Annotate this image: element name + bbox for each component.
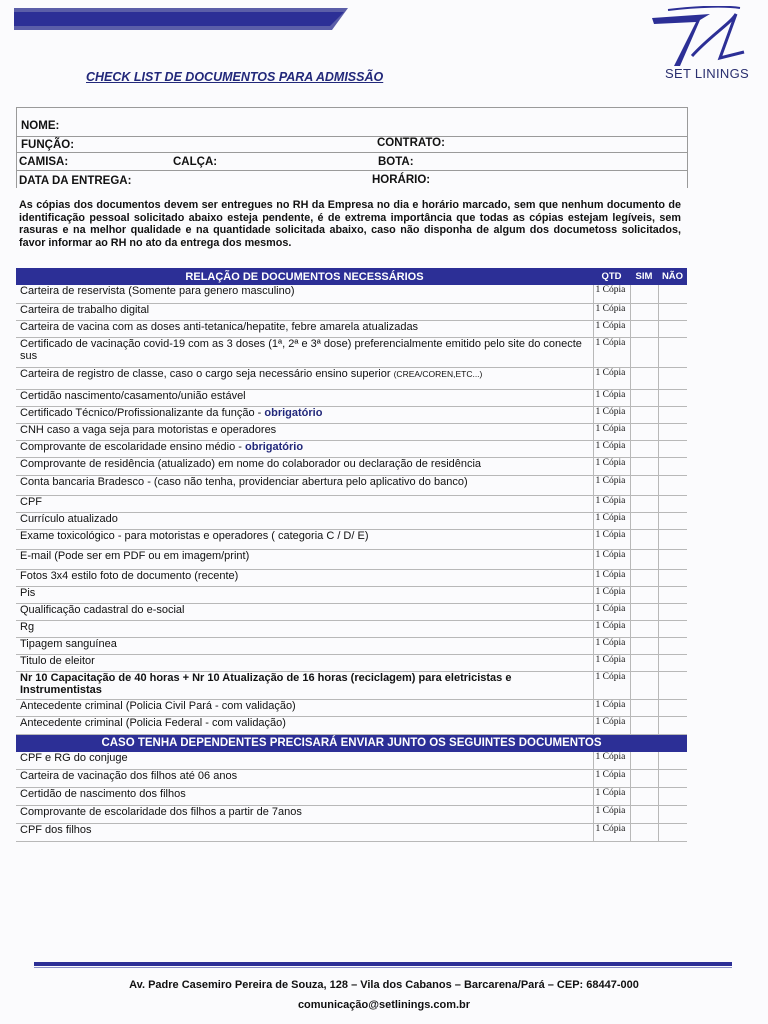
dependent-item-qty: 1 Cópia <box>593 752 630 770</box>
item-note: (CREA/COREN,ETC...) <box>393 368 483 379</box>
horario-label: HORÁRIO: <box>372 174 431 186</box>
dependent-row <box>16 752 687 770</box>
document-check-sim[interactable] <box>630 285 658 303</box>
document-row <box>16 440 687 457</box>
document-row <box>16 475 687 495</box>
document-item-qty: 1 Cópia <box>593 569 630 586</box>
document-item-label <box>16 512 593 529</box>
document-item-label <box>16 654 593 671</box>
document-check-nao[interactable] <box>658 671 687 699</box>
document-row <box>16 512 687 529</box>
required-badge: obrigatório <box>245 440 304 453</box>
document-check-nao[interactable] <box>658 320 687 337</box>
document-check-nao[interactable] <box>658 603 687 620</box>
document-check-sim[interactable] <box>630 337 658 367</box>
document-item-qty: 1 Cópia <box>593 389 630 406</box>
document-item-text: Fotos 3x4 estilo foto de documento (recente) <box>20 569 239 582</box>
required-badge: obrigatório <box>264 406 323 419</box>
dependent-item-text: CPF dos filhos <box>20 824 92 836</box>
funcao-label: FUNÇÃO: <box>21 139 75 151</box>
dependent-check-sim[interactable] <box>630 824 658 842</box>
document-item-label <box>16 671 593 699</box>
document-check-sim[interactable] <box>630 495 658 512</box>
document-check-sim[interactable] <box>630 699 658 716</box>
document-check-sim[interactable] <box>630 671 658 699</box>
document-row <box>16 603 687 620</box>
camisa-label: CAMISA: <box>19 156 69 168</box>
document-item-text: Titulo de eleitor <box>20 654 95 667</box>
document-item-text: Tipagem sanguínea <box>20 637 117 650</box>
documents-table <box>16 268 687 842</box>
document-check-nao[interactable] <box>658 406 687 423</box>
dependent-check-nao[interactable] <box>658 788 687 806</box>
document-item-label <box>16 337 593 367</box>
document-item-label <box>16 699 593 716</box>
document-item-qty: 1 Cópia <box>593 529 630 549</box>
document-item-label <box>16 569 593 586</box>
document-item-qty: 1 Cópia <box>593 337 630 367</box>
document-item-label <box>16 440 593 457</box>
document-item-text: CNH caso a vaga seja para motoristas e operadores <box>20 423 277 436</box>
document-check-nao[interactable] <box>658 512 687 529</box>
footer-address: Av. Padre Casemiro Pereira de Souza, 128 – Vila dos Cabanos – Barcarena/Pará – CEP: 68447-000 <box>129 979 639 991</box>
document-row <box>16 389 687 406</box>
document-check-sim[interactable] <box>630 620 658 637</box>
document-row <box>16 549 687 569</box>
document-check-sim[interactable] <box>630 512 658 529</box>
dependent-check-nao[interactable] <box>658 824 687 842</box>
document-check-sim[interactable] <box>630 406 658 423</box>
document-check-sim[interactable] <box>630 389 658 406</box>
dependents-header-row <box>16 734 687 752</box>
contrato-label: CONTRATO: <box>377 137 445 149</box>
document-item-text: Carteira de registro de classe, caso o cargo seja necessário ensino superior <box>20 367 391 380</box>
document-check-sim[interactable] <box>630 716 658 734</box>
footer-line <box>34 962 732 966</box>
document-row <box>16 671 687 699</box>
document-item-qty: 1 Cópia <box>593 303 630 320</box>
document-check-nao[interactable] <box>658 637 687 654</box>
dependents-header: CASO TENHA DEPENDENTES PRECISARÁ ENVIAR JUNTO OS SEGUINTES DOCUMENTOS <box>16 734 687 752</box>
document-row <box>16 586 687 603</box>
dependent-row <box>16 824 687 842</box>
document-check-nao[interactable] <box>658 716 687 734</box>
dependent-item-text: Comprovante de escolaridade dos filhos a partir de 7anos <box>20 806 302 818</box>
document-item-text: Certificado Técnico/Profissionalizante da função - <box>20 406 262 419</box>
dependent-item-text: Certidão de nascimento dos filhos <box>20 788 186 800</box>
document-check-sim[interactable] <box>630 423 658 440</box>
document-item-qty: 1 Cópia <box>593 549 630 569</box>
document-check-nao[interactable] <box>658 423 687 440</box>
document-row <box>16 406 687 423</box>
document-check-nao[interactable] <box>658 440 687 457</box>
document-row <box>16 620 687 637</box>
document-item-qty: 1 Cópia <box>593 637 630 654</box>
document-item-qty: 1 Cópia <box>593 495 630 512</box>
instructions-text: As cópias dos documentos devem ser entregues no RH da Empresa no dia e horário marcado, sem que nenhum documento de identificação pessoal solicitado abaixo esteja pendente, é de extrema importância que todas as cópias estejam legíveis, sem rasuras e na melhor qualidade e na quantidade solicitada abaixo, caso não disponha de algum dos documetoss solicitados, favor informar ao RH no ato da entrega dos mesmos. <box>19 199 681 249</box>
document-item-label <box>16 586 593 603</box>
document-item-qty: 1 Cópia <box>593 475 630 495</box>
document-item-qty: 1 Cópia <box>593 457 630 475</box>
dependent-item-text: Carteira de vacinação dos filhos até 06 anos <box>20 770 238 782</box>
nome-label: NOME: <box>21 120 60 132</box>
document-item-qty: 1 Cópia <box>593 699 630 716</box>
dependent-item-qty: 1 Cópia <box>593 770 630 788</box>
document-item-qty: 1 Cópia <box>593 671 630 699</box>
document-item-label <box>16 423 593 440</box>
document-item-qty: 1 Cópia <box>593 586 630 603</box>
document-check-sim[interactable] <box>630 637 658 654</box>
dependent-item-label <box>16 752 593 770</box>
document-item-label <box>16 637 593 654</box>
document-check-nao[interactable] <box>658 699 687 716</box>
dependent-item-label <box>16 824 593 842</box>
document-check-nao[interactable] <box>658 569 687 586</box>
dependent-item-text: CPF e RG do conjuge <box>20 751 128 764</box>
document-row <box>16 303 687 320</box>
document-item-label <box>16 320 593 337</box>
dependent-item-qty: 1 Cópia <box>593 824 630 842</box>
document-row <box>16 529 687 549</box>
document-item-label <box>16 716 593 734</box>
document-item-label <box>16 367 593 389</box>
document-item-qty: 1 Cópia <box>593 716 630 734</box>
document-check-sim[interactable] <box>630 569 658 586</box>
document-check-nao[interactable] <box>658 475 687 495</box>
col-qtd-header: QTD <box>601 271 622 282</box>
document-check-nao[interactable] <box>658 285 687 303</box>
document-check-nao[interactable] <box>658 549 687 569</box>
document-check-sim[interactable] <box>630 440 658 457</box>
dependent-check-nao[interactable] <box>658 752 687 770</box>
document-item-text: Comprovante de residência (atualizado) em nome do colaborador ou declaração de residência <box>20 457 482 470</box>
document-item-qty: 1 Cópia <box>593 440 630 457</box>
document-row <box>16 285 687 303</box>
document-item-label <box>16 620 593 637</box>
dependent-item-label <box>16 770 593 788</box>
logo-text: SET LININGS <box>665 66 749 81</box>
document-item-qty: 1 Cópia <box>593 320 630 337</box>
dependent-check-nao[interactable] <box>658 770 687 788</box>
document-item-text: Rg <box>20 620 35 633</box>
document-item-label <box>16 549 593 569</box>
header-band <box>14 8 348 30</box>
document-check-sim[interactable] <box>630 303 658 320</box>
col-sim-header: SIM <box>635 271 653 282</box>
dependent-item-qty: 1 Cópia <box>593 788 630 806</box>
footer-line-thin <box>34 967 732 968</box>
document-check-sim[interactable] <box>630 549 658 569</box>
document-item-label <box>16 285 593 303</box>
document-row <box>16 654 687 671</box>
document-item-label <box>16 457 593 475</box>
footer-email[interactable]: comunicação@setlinings.com.br <box>297 999 471 1011</box>
document-row <box>16 367 687 389</box>
document-row <box>16 337 687 367</box>
document-check-sim[interactable] <box>630 529 658 549</box>
document-item-text: Carteira de vacina com as doses anti-tetanica/hepatite, febre amarela atualizadas <box>20 320 419 333</box>
document-item-label <box>16 495 593 512</box>
document-item-text: Pis <box>20 586 36 599</box>
document-item-text: Qualificação cadastral do e-social <box>20 603 185 616</box>
document-check-nao[interactable] <box>658 389 687 406</box>
document-check-sim[interactable] <box>630 603 658 620</box>
document-item-qty: 1 Cópia <box>593 603 630 620</box>
document-row <box>16 423 687 440</box>
dependent-check-sim[interactable] <box>630 788 658 806</box>
document-item-text: Antecedente criminal (Policia Civil Pará - com validação) <box>20 699 296 712</box>
document-item-text: Carteira de trabalho digital <box>20 303 150 316</box>
document-item-label <box>16 529 593 549</box>
document-item-label <box>16 406 593 423</box>
document-item-qty: 1 Cópia <box>593 367 630 389</box>
dependent-item-label <box>16 788 593 806</box>
document-item-text: Currículo atualizado <box>20 512 118 525</box>
document-check-sim[interactable] <box>630 654 658 671</box>
col-nao-header: NÃO <box>661 271 684 282</box>
document-item-text: Certidão nascimento/casamento/união estável <box>20 389 246 402</box>
document-item-qty: 1 Cópia <box>593 285 630 303</box>
document-row <box>16 699 687 716</box>
document-item-label <box>16 389 593 406</box>
dependent-check-sim[interactable] <box>630 806 658 824</box>
document-item-text: Comprovante de escolaridade ensino médio - <box>20 440 242 453</box>
documents-header-title: RELAÇÃO DE DOCUMENTOS NECESSÁRIOS <box>185 270 424 283</box>
document-item-qty: 1 Cópia <box>593 406 630 423</box>
dependent-row <box>16 806 687 824</box>
document-item-qty: 1 Cópia <box>593 654 630 671</box>
document-item-text: E-mail (Pode ser em PDF ou em imagem/print) <box>20 549 250 562</box>
employee-form <box>16 107 688 188</box>
document-item-label <box>16 303 593 320</box>
document-item-qty: 1 Cópia <box>593 512 630 529</box>
dependent-check-sim[interactable] <box>630 770 658 788</box>
data-entrega-label: DATA DA ENTREGA: <box>19 175 132 187</box>
document-check-nao[interactable] <box>658 586 687 603</box>
document-check-nao[interactable] <box>658 654 687 671</box>
dependent-check-nao[interactable] <box>658 806 687 824</box>
dependent-row <box>16 770 687 788</box>
document-row <box>16 457 687 475</box>
document-check-sim[interactable] <box>630 367 658 389</box>
document-item-text: CPF <box>20 495 42 508</box>
document-item-text: Carteira de reservista (Somente para genero masculino) <box>20 285 295 297</box>
document-check-nao[interactable] <box>658 367 687 389</box>
document-check-sim[interactable] <box>630 457 658 475</box>
dependent-row <box>16 788 687 806</box>
dependent-check-sim[interactable] <box>630 752 658 770</box>
dependent-item-label <box>16 806 593 824</box>
document-item-text: Nr 10 Capacitação de 40 horas + Nr 10 Atualização de 16 horas (reciclagem) para eletricistas e Instrumentistas <box>20 671 512 696</box>
bota-label: BOTA: <box>378 156 414 168</box>
documents-table-header <box>16 268 687 285</box>
calca-label: CALÇA: <box>173 156 218 168</box>
document-item-text: Conta bancaria Bradesco - (caso não tenha, providenciar abertura pelo aplicativo do banco) <box>20 475 468 488</box>
document-row <box>16 716 687 734</box>
document-check-sim[interactable] <box>630 320 658 337</box>
document-check-sim[interactable] <box>630 475 658 495</box>
document-item-qty: 1 Cópia <box>593 620 630 637</box>
document-item-text: Antecedente criminal (Policia Federal - com validação) <box>20 716 286 729</box>
document-check-nao[interactable] <box>658 457 687 475</box>
document-check-nao[interactable] <box>658 529 687 549</box>
document-item-label <box>16 475 593 495</box>
document-item-label <box>16 603 593 620</box>
document-check-nao[interactable] <box>658 620 687 637</box>
document-row <box>16 495 687 512</box>
page-title: CHECK LIST DE DOCUMENTOS PARA ADMISSÃO <box>86 70 384 84</box>
document-row <box>16 637 687 654</box>
dependent-item-qty: 1 Cópia <box>593 806 630 824</box>
document-row <box>16 569 687 586</box>
document-item-qty: 1 Cópia <box>593 423 630 440</box>
document-row <box>16 320 687 337</box>
document-item-text: Exame toxicológico - para motoristas e operadores ( categoria C / D/ E) <box>20 529 369 542</box>
document-check-nao[interactable] <box>658 495 687 512</box>
document-check-sim[interactable] <box>630 586 658 603</box>
document-item-text: Certificado de vacinação covid-19 com as 3 doses (1ª, 2ª e 3ª dose) preferencialmente emitido pelo site do conecte sus <box>20 337 582 362</box>
document-check-nao[interactable] <box>658 337 687 367</box>
document-check-nao[interactable] <box>658 303 687 320</box>
